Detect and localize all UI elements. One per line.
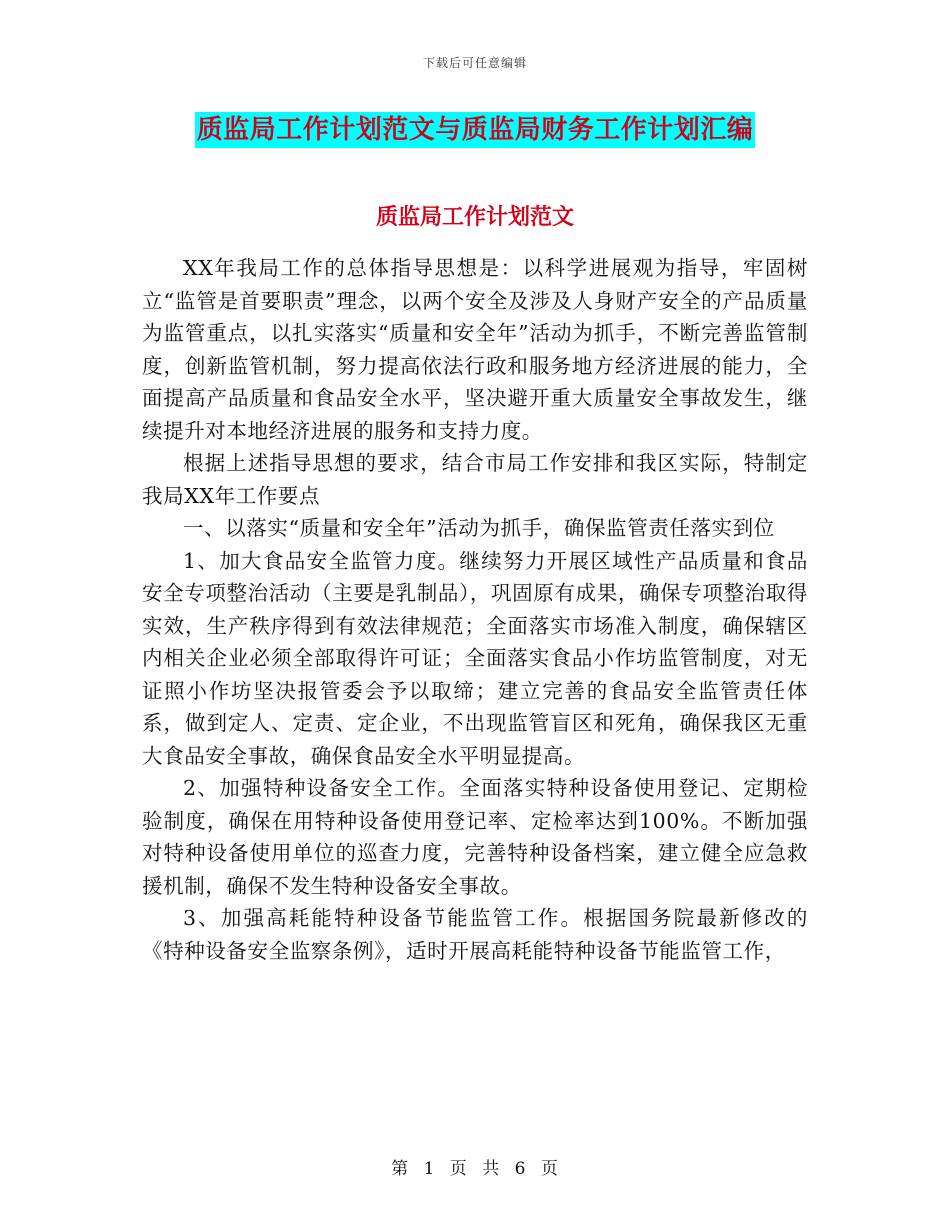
paragraph-item-2: 2、加强特种设备安全工作。全面落实特种设备使用登记、定期检验制度，确保在用特种设备使用登记率、定检率达到100%。不断加强对特种设备使用单位的巡查力度，完善特种设备档案，建立健全应急救援机制，确保不发生特种设备安全事故。 xyxy=(142,776,808,898)
paragraph-item-3: 3、加强高耗能特种设备节能监管工作。根据国务院最新修改的《特种设备安全监察条例》，适时开展高耗能特种设备节能监管工作， xyxy=(142,906,808,963)
paragraph-heading-one: 一、以落实“质量和安全年”活动为抓手，确保监管责任落实到位 xyxy=(183,516,775,540)
body-text xyxy=(142,252,808,967)
footer-prefix: 第 xyxy=(391,1159,410,1179)
footer-total-prefix: 共 xyxy=(482,1159,501,1179)
section-title: 质监局工作计划范文 xyxy=(375,204,574,230)
page-footer xyxy=(0,1154,950,1179)
footer-page-word: 页 xyxy=(449,1159,468,1179)
main-title-container xyxy=(0,112,950,148)
paragraph-guiding-thought: XX年我局工作的总体指导思想是：以科学进展观为指导，牢固树立“监管是首要职责”理念，以两个安全及涉及人身财产安全的产品质量为监管重点，以扎实落实“质量和安全年”活动为抓手，不断完善监管制度，创新监管机制，努力提高依法行政和服务地方经济进展的能力，全面提高产品质量和食品安全水平，坚决避开重大质量安全事故发生，继续提升对本地经济进展的服务和支持力度。 xyxy=(142,256,808,443)
paragraph-work-points-intro: 根据上述指导思想的要求，结合市局工作安排和我区实际，特制定我局XX年工作要点 xyxy=(142,451,808,508)
paragraph-item-1: 1、加大食品安全监管力度。继续努力开展区域性产品质量和食品安全专项整治活动（主要是乳制品），巩固原有成果，确保专项整治取得实效，生产秩序得到有效法律规范；全面落实市场准入制度，确保辖区内相关企业必须全部取得许可证；全面落实食品小作坊监管制度，对无证照小作坊坚决报管委会予以取缔；建立完善的食品安全监管责任体系，做到定人、定责、定企业，不出现监管盲区和死角，确保我区无重大食品安全事故，确保食品安全水平明显提高。 xyxy=(142,548,808,768)
header-note: 下载后可任意编辑 xyxy=(422,56,527,70)
footer-page-number: 1 xyxy=(423,1159,436,1179)
main-title: 质监局工作计划范文与质监局财务工作计划汇编 xyxy=(195,112,756,148)
footer-total-pages: 6 xyxy=(514,1159,527,1179)
footer-suffix: 页 xyxy=(540,1159,559,1179)
